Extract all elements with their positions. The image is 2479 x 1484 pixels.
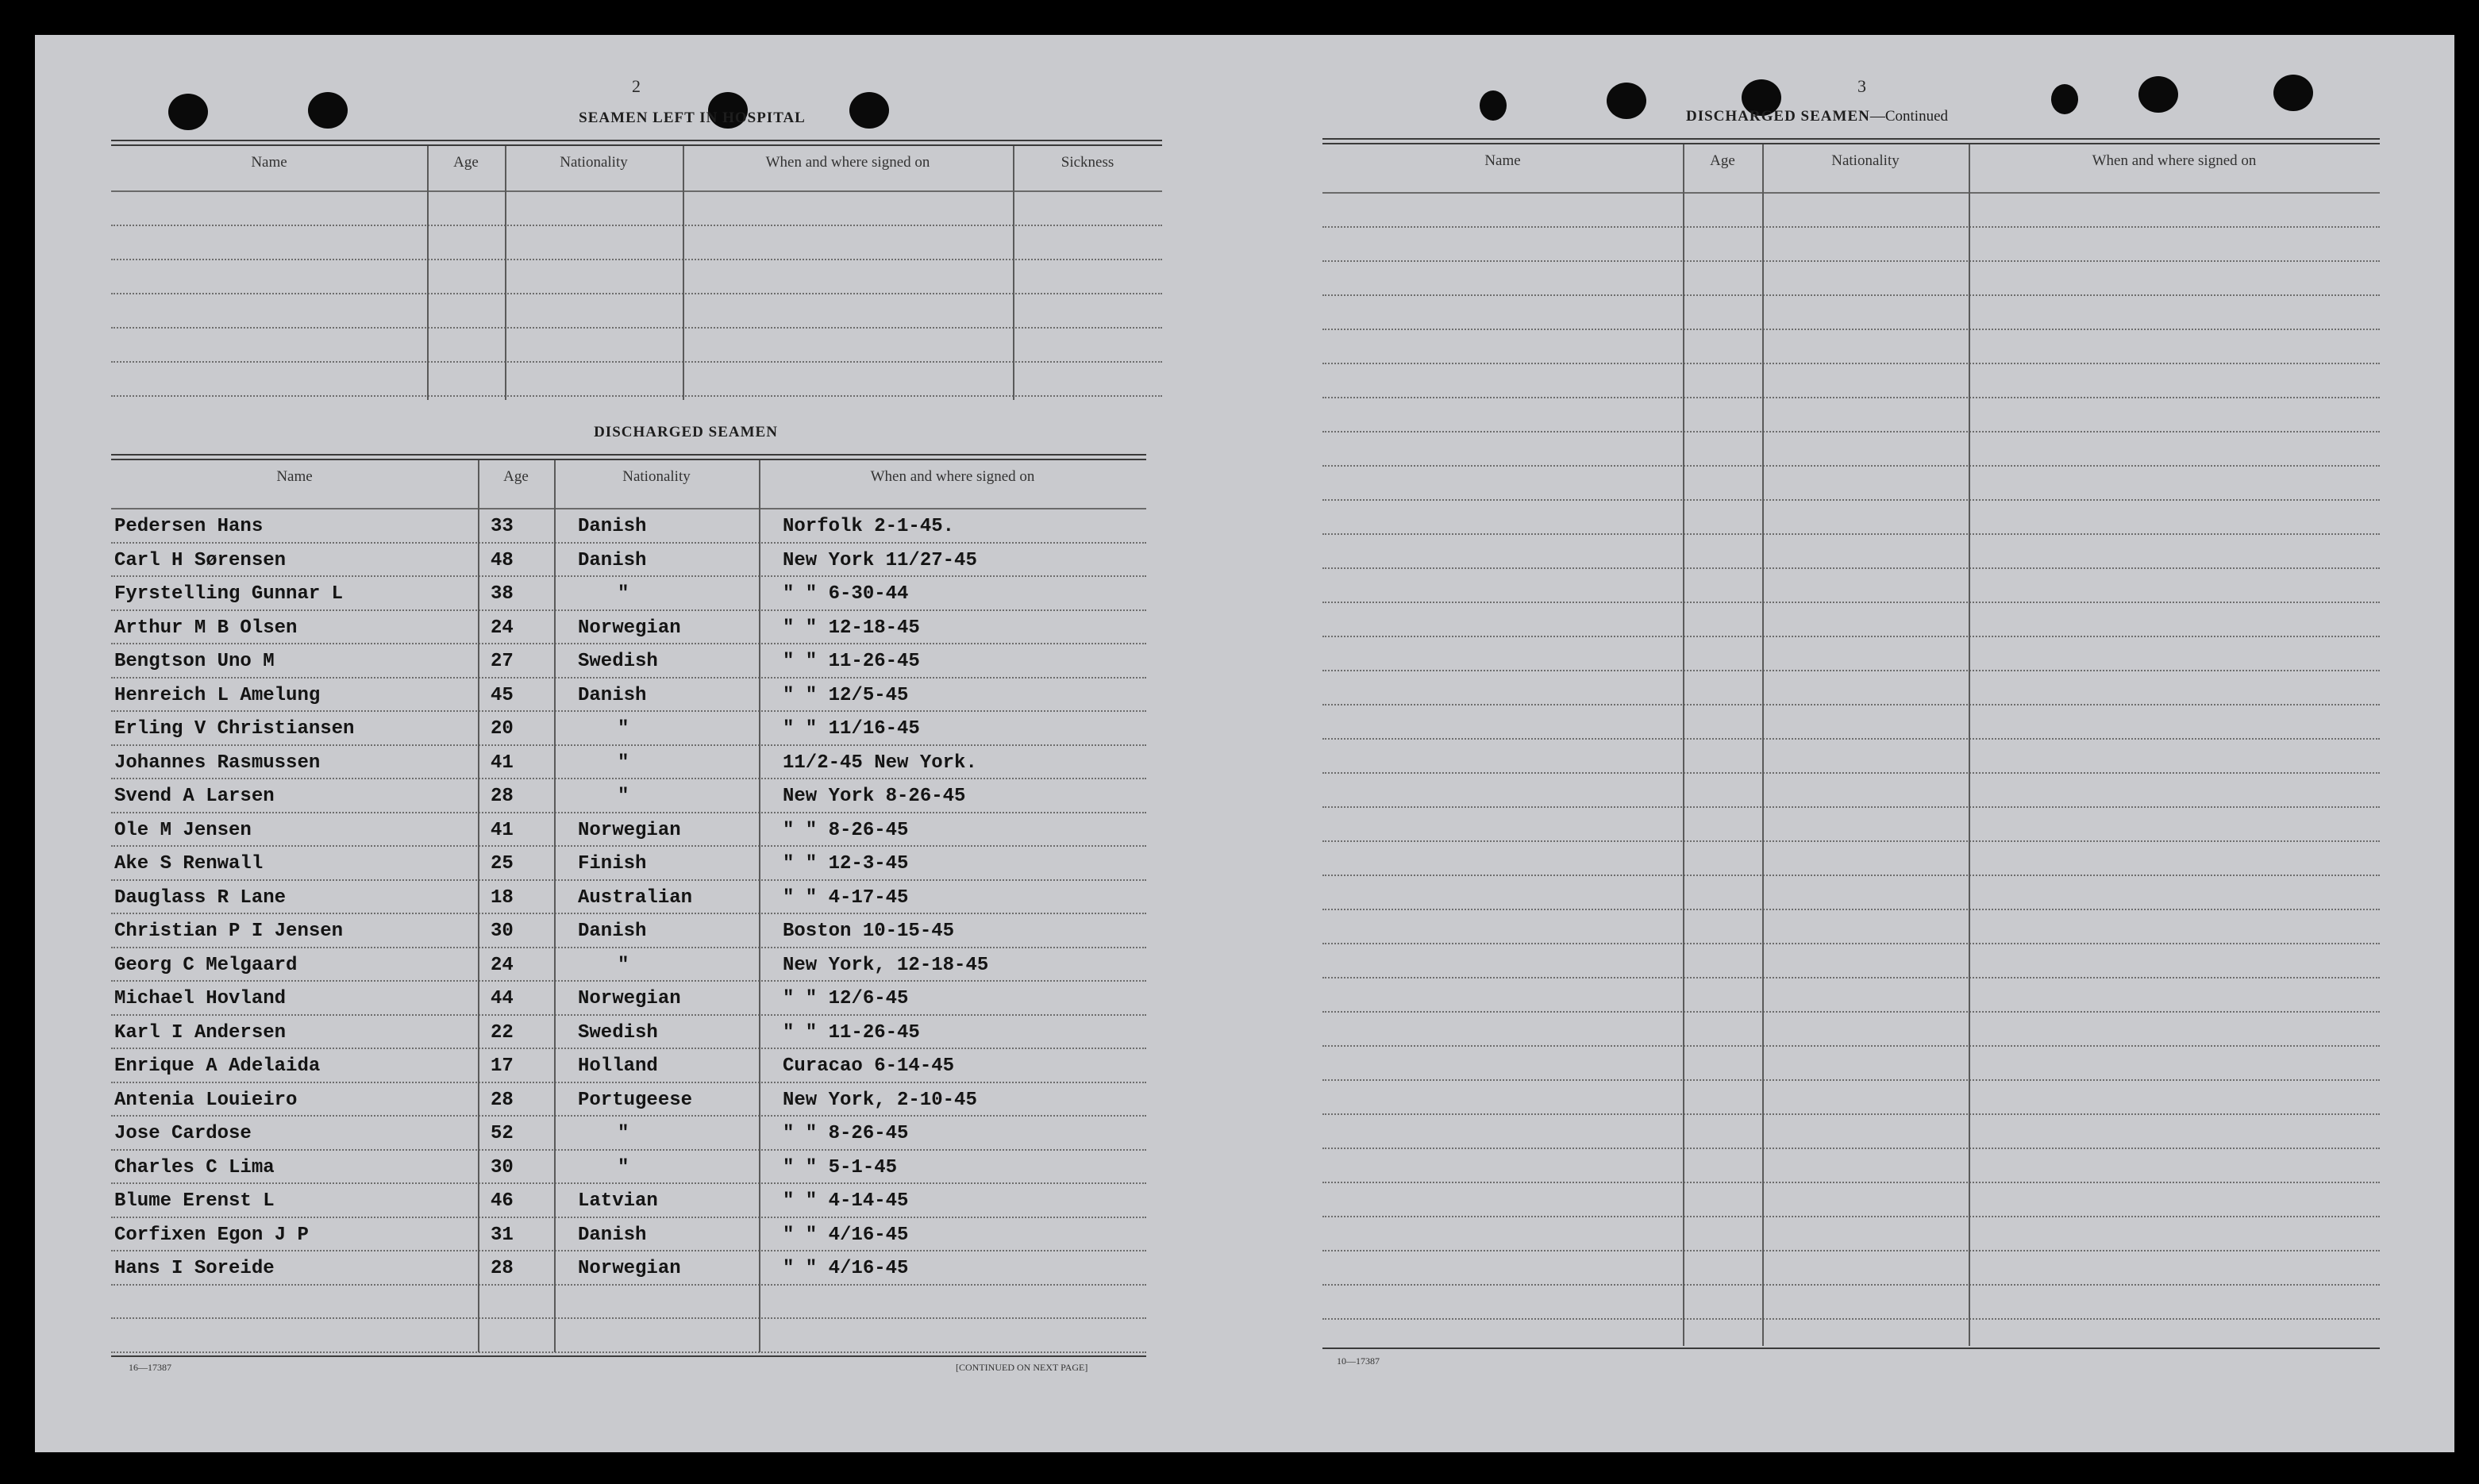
cell-signed-on: " " 4-14-45 [783,1190,909,1212]
cell-name: Johannes Rasmussen [114,752,321,774]
cell-name: Dauglass R Lane [114,886,287,909]
cell-signed-on: " " 6-30-44 [783,583,909,605]
cell-age: 28 [491,786,514,807]
cell-name: Pedersen Hans [114,516,264,537]
column-header: Name [251,154,287,171]
cell-signed-on: " " 4/16-45 [783,1224,909,1246]
cell-name: Blume Erenst L [114,1190,275,1212]
row-line [111,744,1146,746]
cell-signed-on: New York, 2-10-45 [783,1089,977,1111]
cell-signed-on: New York 8-26-45 [783,786,966,807]
row-line [1322,806,2380,808]
cell-nationality: " [618,583,629,605]
header-divider [111,508,1146,509]
row-line [1322,840,2380,842]
cell-age: 27 [491,651,514,672]
cell-name: Ake S Renwall [114,853,264,875]
cell-age: 30 [491,1156,514,1178]
cell-signed-on: 11/2-45 New York. [783,752,977,774]
cell-age: 24 [491,954,514,976]
row-line [1322,465,2380,467]
cell-name: Michael Hovland [114,988,287,1009]
cell-signed-on: " " 12-18-45 [783,617,920,639]
cell-nationality: Danish [578,516,647,537]
column-header: Age [503,468,529,485]
column-divider [505,146,506,400]
column-divider [1969,144,1970,1346]
row-line [111,1048,1146,1049]
cell-age: 31 [491,1224,514,1246]
row-line [1322,431,2380,433]
cell-signed-on: " " 4-17-45 [783,886,909,909]
cell-nationality: " [618,1123,629,1144]
cell-signed-on: " " 12/6-45 [783,988,909,1009]
cell-nationality: Norwegian [578,1258,681,1279]
cell-age: 24 [491,617,514,639]
cell-age: 41 [491,819,514,841]
cell-name: Arthur M B Olsen [114,617,298,639]
cell-nationality: Swedish [578,1021,658,1044]
row-line [1322,1250,2380,1251]
column-header: When and where signed on [765,154,930,171]
row-line [111,259,1162,260]
cell-name: Charles C Lima [114,1156,275,1178]
cell-name: Jose Cardose [114,1123,252,1144]
punch-hole [2273,75,2313,111]
cell-signed-on: " " 12/5-45 [783,684,909,706]
row-line [1322,977,2380,978]
discharged-section-title: DISCHARGED SEAMEN [594,424,778,440]
cell-age: 46 [491,1190,514,1212]
table-top-rule [111,454,1146,456]
cell-name: Fyrstelling Gunnar L [114,583,344,605]
cell-nationality: Norwegian [578,617,681,639]
row-line [1322,1079,2380,1081]
cell-name: Carl H Sørensen [114,549,287,571]
column-divider [759,460,760,1352]
cell-nationality: Holland [578,1055,658,1077]
row-line [111,609,1146,611]
cell-age: 28 [491,1089,514,1111]
cell-name: Karl I Andersen [114,1021,287,1044]
table-bottom-rule [111,1355,1146,1357]
cell-nationality: " [618,954,629,976]
cell-name: Christian P I Jensen [114,921,344,942]
row-line [1322,909,2380,910]
row-line [111,1082,1146,1083]
row-line [111,778,1146,779]
row-line [111,1317,1146,1319]
row-line [111,225,1162,226]
row-line [1322,636,2380,637]
cell-name: Svend A Larsen [114,786,275,807]
table-top-rule [111,459,1146,460]
cell-name: Erling V Christiansen [114,718,355,740]
column-divider [1683,144,1684,1346]
cell-signed-on: Boston 10-15-45 [783,921,955,942]
row-line [1322,772,2380,774]
row-line [111,395,1162,397]
table-bottom-rule [1322,1348,2380,1349]
column-divider [427,146,429,400]
cell-nationality: " [618,786,629,807]
cell-signed-on: " " 5-1-45 [783,1156,898,1178]
row-line [111,677,1146,679]
row-line [1322,704,2380,705]
page-number: 2 [632,76,641,96]
column-header: Name [276,468,313,485]
row-line [111,1217,1146,1218]
cell-nationality: Australian [578,886,693,909]
column-header: Age [453,154,479,171]
cell-nationality: Danish [578,1224,647,1246]
cell-age: 52 [491,1123,514,1144]
punch-hole [2051,84,2078,114]
cell-age: 44 [491,988,514,1009]
cell-age: 22 [491,1021,514,1044]
column-header: Nationality [1831,152,1900,169]
column-divider [1762,144,1764,1346]
hospital-section-title: SEAMEN LEFT IN HOSPITAL [579,110,806,126]
cell-name: Hans I Soreide [114,1258,275,1279]
row-line [111,575,1146,577]
column-divider [554,460,556,1352]
table-top-rule [1322,143,2380,144]
row-line [111,542,1146,544]
cell-age: 30 [491,921,514,942]
punch-hole [1607,83,1646,119]
row-line [111,812,1146,813]
row-line [111,327,1162,329]
cell-signed-on: " " 4/16-45 [783,1258,909,1279]
cell-nationality: Danish [578,921,647,942]
cell-nationality: " [618,752,629,774]
row-line [1322,1318,2380,1320]
row-line [1322,397,2380,398]
cell-name: Ole M Jensen [114,819,252,841]
cell-age: 20 [491,718,514,740]
cell-signed-on: " " 11-26-45 [783,651,920,672]
row-line [111,1284,1146,1286]
column-header: When and where signed on [870,468,1035,485]
row-line [111,879,1146,881]
cell-nationality: Danish [578,549,647,571]
row-line [1322,602,2380,603]
punch-hole [168,94,208,130]
page-number: 3 [1857,76,1866,96]
row-line [1322,1148,2380,1149]
cell-age: 38 [491,583,514,605]
row-line [111,913,1146,914]
cell-signed-on: " " 8-26-45 [783,819,909,841]
row-line [1322,294,2380,296]
row-line [1322,1045,2380,1047]
row-line [1322,875,2380,876]
row-line [111,361,1162,363]
cell-signed-on: " " 8-26-45 [783,1123,909,1144]
cell-name: Antenia Louieiro [114,1089,298,1111]
row-line [1322,499,2380,501]
cell-signed-on: New York, 12-18-45 [783,954,989,976]
row-line [1322,260,2380,262]
cell-name: Henreich L Amelung [114,684,321,706]
table-top-rule [111,144,1162,146]
column-header: When and where signed on [2092,152,2257,169]
row-line [111,1182,1146,1184]
cell-age: 33 [491,516,514,537]
form-number: 10—17387 [1337,1355,1380,1367]
cell-age: 25 [491,853,514,875]
continued-suffix: —Continued [1869,108,1949,125]
row-line [111,1014,1146,1016]
cell-signed-on: " " 12-3-45 [783,853,909,875]
row-line [1322,533,2380,535]
cell-name: Georg C Melgaard [114,954,298,976]
cell-signed-on: Norfolk 2-1-45. [783,516,955,537]
cell-signed-on: " " 11-26-45 [783,1021,920,1044]
row-line [1322,1011,2380,1013]
cell-age: 48 [491,549,514,571]
row-line [111,1149,1146,1151]
row-line [111,643,1146,644]
row-line [1322,226,2380,228]
column-header: Nationality [622,468,691,485]
column-divider [1013,146,1014,400]
column-header: Sickness [1061,154,1114,171]
row-line [1322,1216,2380,1217]
column-header: Name [1484,152,1521,169]
cell-nationality: Finish [578,853,647,875]
cell-signed-on: " " 11/16-45 [783,718,920,740]
table-top-rule [1322,138,2380,140]
cell-age: 45 [491,684,514,706]
table-top-rule [111,140,1162,141]
row-line [111,845,1146,847]
row-line [1322,1284,2380,1286]
cell-signed-on: Curacao 6-14-45 [783,1055,955,1077]
column-header: Age [1710,152,1735,169]
cell-nationality: Swedish [578,651,658,672]
header-divider [1322,192,2380,194]
cell-age: 18 [491,886,514,909]
cell-nationality: Portugeese [578,1089,693,1111]
cell-nationality: " [618,1156,629,1178]
row-line [1322,1182,2380,1183]
row-line [1322,567,2380,569]
cell-signed-on: New York 11/27-45 [783,549,977,571]
cell-nationality: Norwegian [578,819,681,841]
row-line [1322,670,2380,671]
row-line [111,1250,1146,1251]
row-line [111,1115,1146,1117]
punch-hole [1480,90,1507,121]
row-line [111,293,1162,294]
continued-note: [CONTINUED ON NEXT PAGE] [956,1362,1088,1373]
cell-nationality: Danish [578,684,647,706]
discharged-continued-title [1686,108,1948,125]
cell-age: 41 [491,752,514,774]
punch-hole [308,92,348,129]
cell-nationality: " [618,718,629,740]
row-line [1322,738,2380,740]
cell-age: 28 [491,1258,514,1279]
row-line [111,947,1146,948]
row-line [111,1351,1146,1353]
header-divider [111,190,1162,192]
row-line [111,980,1146,982]
discharged-continued-title-text: DISCHARGED SEAMEN [1686,108,1870,125]
row-line [111,710,1146,712]
row-line [1322,943,2380,944]
cell-name: Corfixen Egon J P [114,1224,309,1246]
document-sheet [35,35,2454,1452]
row-line [1322,363,2380,364]
punch-hole [2138,76,2178,113]
cell-nationality: Latvian [578,1190,658,1212]
cell-name: Enrique A Adelaida [114,1055,321,1077]
cell-age: 17 [491,1055,514,1077]
column-header: Nationality [560,154,628,171]
row-line [1322,329,2380,330]
column-divider [478,460,479,1352]
cell-name: Bengtson Uno M [114,651,275,672]
row-line [1322,1113,2380,1115]
form-number: 16—17387 [129,1362,171,1373]
column-divider [683,146,684,400]
cell-nationality: Norwegian [578,988,681,1009]
